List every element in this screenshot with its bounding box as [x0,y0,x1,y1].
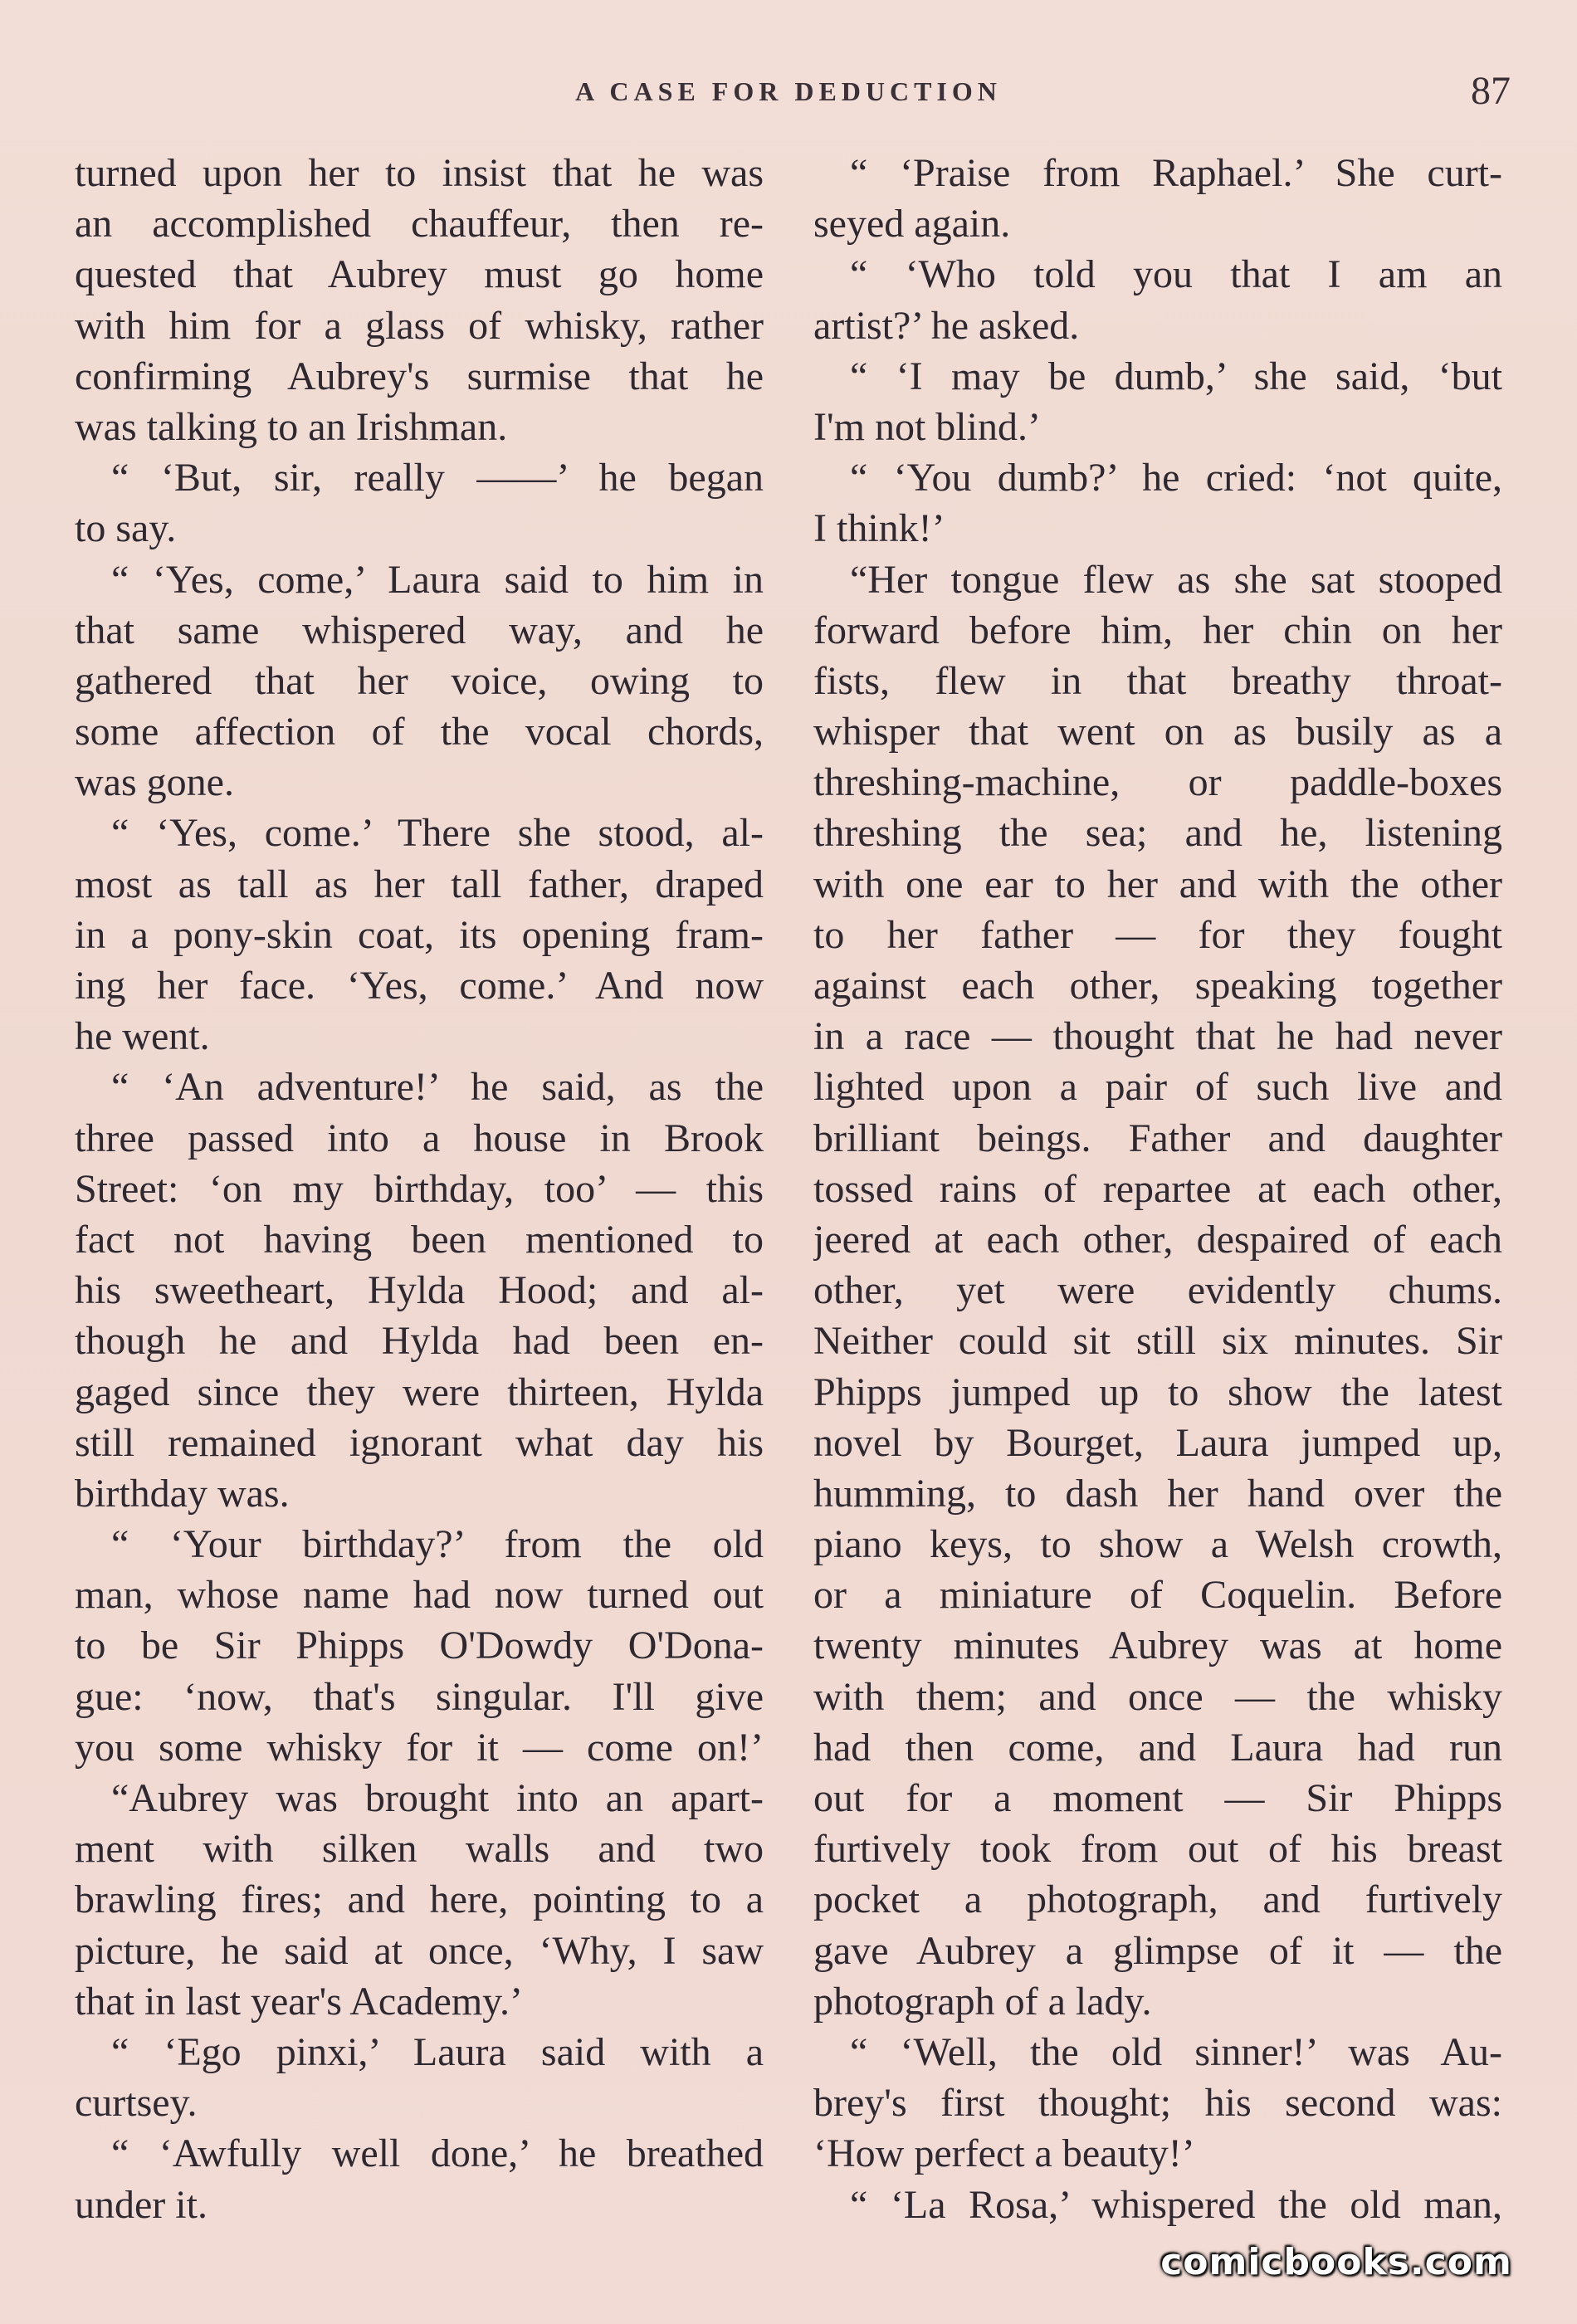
text-line: novel by Bourget, Laura jumped up, [813,1420,1502,1465]
text-line: with one ear to her and with the other [813,862,1502,906]
text-line: in a pony-skin coat, its opening fram- [75,912,764,957]
text-line: “ ‘Yes, come.’ There she stood, al- [111,811,764,856]
text-line: in a race — thought that he had never [813,1014,1502,1059]
text-line: man, whose name had now turned out [75,1573,764,1618]
text-line: gue: ‘now, that's singular. I'll give [75,1674,764,1719]
text-line: “ ‘Praise from Raphael.’ She curt- [850,151,1502,195]
text-line: ‘How perfect a beauty!’ [813,2131,1195,2176]
text-line: most as tall as her tall father, draped [75,862,764,906]
text-line: to be Sir Phipps O'Dowdy O'Dona- [75,1623,764,1668]
text-line: with him for a glass of whisky, rather [75,303,764,348]
text-line: still remained ignorant what day his [75,1420,764,1465]
text-line: birthday was. [75,1471,290,1516]
left-text-column [75,148,764,2230]
text-line: “ ‘Yes, come,’ Laura said to him in [111,557,764,602]
text-line: twenty minutes Aubrey was at home [813,1623,1502,1668]
text-line: brilliant beings. Father and daughter [813,1116,1502,1160]
text-line: jeered at each other, despaired of each [813,1217,1502,1262]
text-line: “ ‘Your birthday?’ from the old [111,1522,764,1567]
right-text-column [813,148,1502,2230]
site-watermark: comicbooks.com [1160,2241,1512,2283]
text-line: picture, he said at once, ‘Why, I saw [75,1928,764,1973]
text-line: lighted upon a pair of such live and [813,1065,1502,1110]
text-line: I'm not blind.’ [813,404,1041,449]
text-line: had then come, and Laura had run [813,1725,1502,1770]
text-line: “ ‘But, sir, really ——’ he began [111,456,764,500]
page-number: 87 [1471,69,1511,113]
text-line: Phipps jumped up to show the latest [813,1370,1502,1414]
text-line: pocket a photograph, and furtively [813,1877,1502,1922]
text-line: “Her tongue flew as she sat stooped [850,557,1502,602]
text-line: that in last year's Academy.’ [75,1979,524,2024]
text-line: “ ‘La Rosa,’ whispered the old man, [850,2182,1502,2227]
text-line: brawling fires; and here, pointing to a [75,1877,764,1922]
text-line: that same whispered way, and he [75,608,764,652]
text-line: out for a moment — Sir Phipps [813,1776,1502,1820]
text-line: humming, to dash her hand over the [813,1471,1502,1516]
text-line: or a miniature of Coquelin. Before [813,1573,1502,1618]
text-line: some affection of the vocal chords, [75,710,764,754]
text-line: to her father — for they fought [813,912,1502,957]
text-line: though he and Hylda had been en- [75,1319,764,1364]
text-line: was talking to an Irishman. [75,404,508,449]
text-line: forward before him, her chin on her [813,608,1502,652]
text-line: threshing the sea; and he, listening [813,811,1502,856]
text-line: tossed rains of repartee at each other, [813,1166,1502,1211]
text-line: “Aubrey was brought into an apart- [111,1776,764,1820]
text-line: under it. [75,2182,208,2227]
text-line: turned upon her to insist that he was [75,151,764,195]
text-line: against each other, speaking together [813,964,1502,1008]
text-line: three passed into a house in Brook [75,1116,764,1160]
text-line: I think!’ [813,506,945,551]
text-line: “ ‘Ego pinxi,’ Laura said with a [111,2029,764,2074]
text-line: “ ‘I may be dumb,’ she said, ‘but [850,354,1502,398]
text-line: to say. [75,506,177,551]
text-line: gave Aubrey a glimpse of it — the [813,1928,1502,1973]
running-title: A CASE FOR DEDUCTION [575,76,1002,106]
text-line: piano keys, to show a Welsh crowth, [813,1522,1502,1567]
text-line: gaged since they were thirteen, Hylda [75,1370,764,1414]
text-line: artist?’ he asked. [813,303,1080,348]
text-line: ment with silken walls and two [75,1827,764,1872]
text-line: other, yet were evidently chums. [813,1268,1502,1313]
text-line: Neither could sit still six minutes. Sir [813,1319,1502,1364]
text-line: curtsey. [75,2081,198,2126]
text-line: with them; and once — the whisky [813,1674,1502,1719]
text-line: “ ‘An adventure!’ he said, as the [111,1065,764,1110]
text-line: “ ‘Who told you that I am an [850,252,1502,297]
text-line: brey's first thought; his second was: [813,2081,1502,2126]
text-line: ing her face. ‘Yes, come.’ And now [75,964,764,1008]
text-line: quested that Aubrey must go home [75,252,764,297]
text-line: threshing-machine, or paddle-boxes [813,760,1502,805]
text-line: furtively took from out of his breast [813,1827,1502,1872]
text-line: “ ‘You dumb?’ he cried: ‘not quite, [850,456,1502,500]
text-line: his sweetheart, Hylda Hood; and al- [75,1268,764,1313]
text-line: gathered that her voice, owing to [75,658,764,703]
text-line: was gone. [75,760,234,805]
text-line: Street: ‘on my birthday, too’ — this [75,1166,764,1211]
text-line: “ ‘Well, the old sinner!’ was Au- [850,2029,1502,2074]
text-line: you some whisky for it — come on!’ [75,1725,764,1770]
text-line: photograph of a lady. [813,1979,1152,2024]
text-line: seyed again. [813,202,1011,247]
text-line: he went. [75,1014,210,1059]
text-line: whisper that went on as busily as a [813,710,1502,754]
text-line: confirming Aubrey's surmise that he [75,354,764,398]
text-line: “ ‘Awfully well done,’ he breathed [111,2131,764,2176]
text-line: an accomplished chauffeur, then re- [75,202,764,247]
text-line: fists, flew in that breathy throat- [813,658,1502,703]
text-line: fact not having been mentioned to [75,1217,764,1262]
